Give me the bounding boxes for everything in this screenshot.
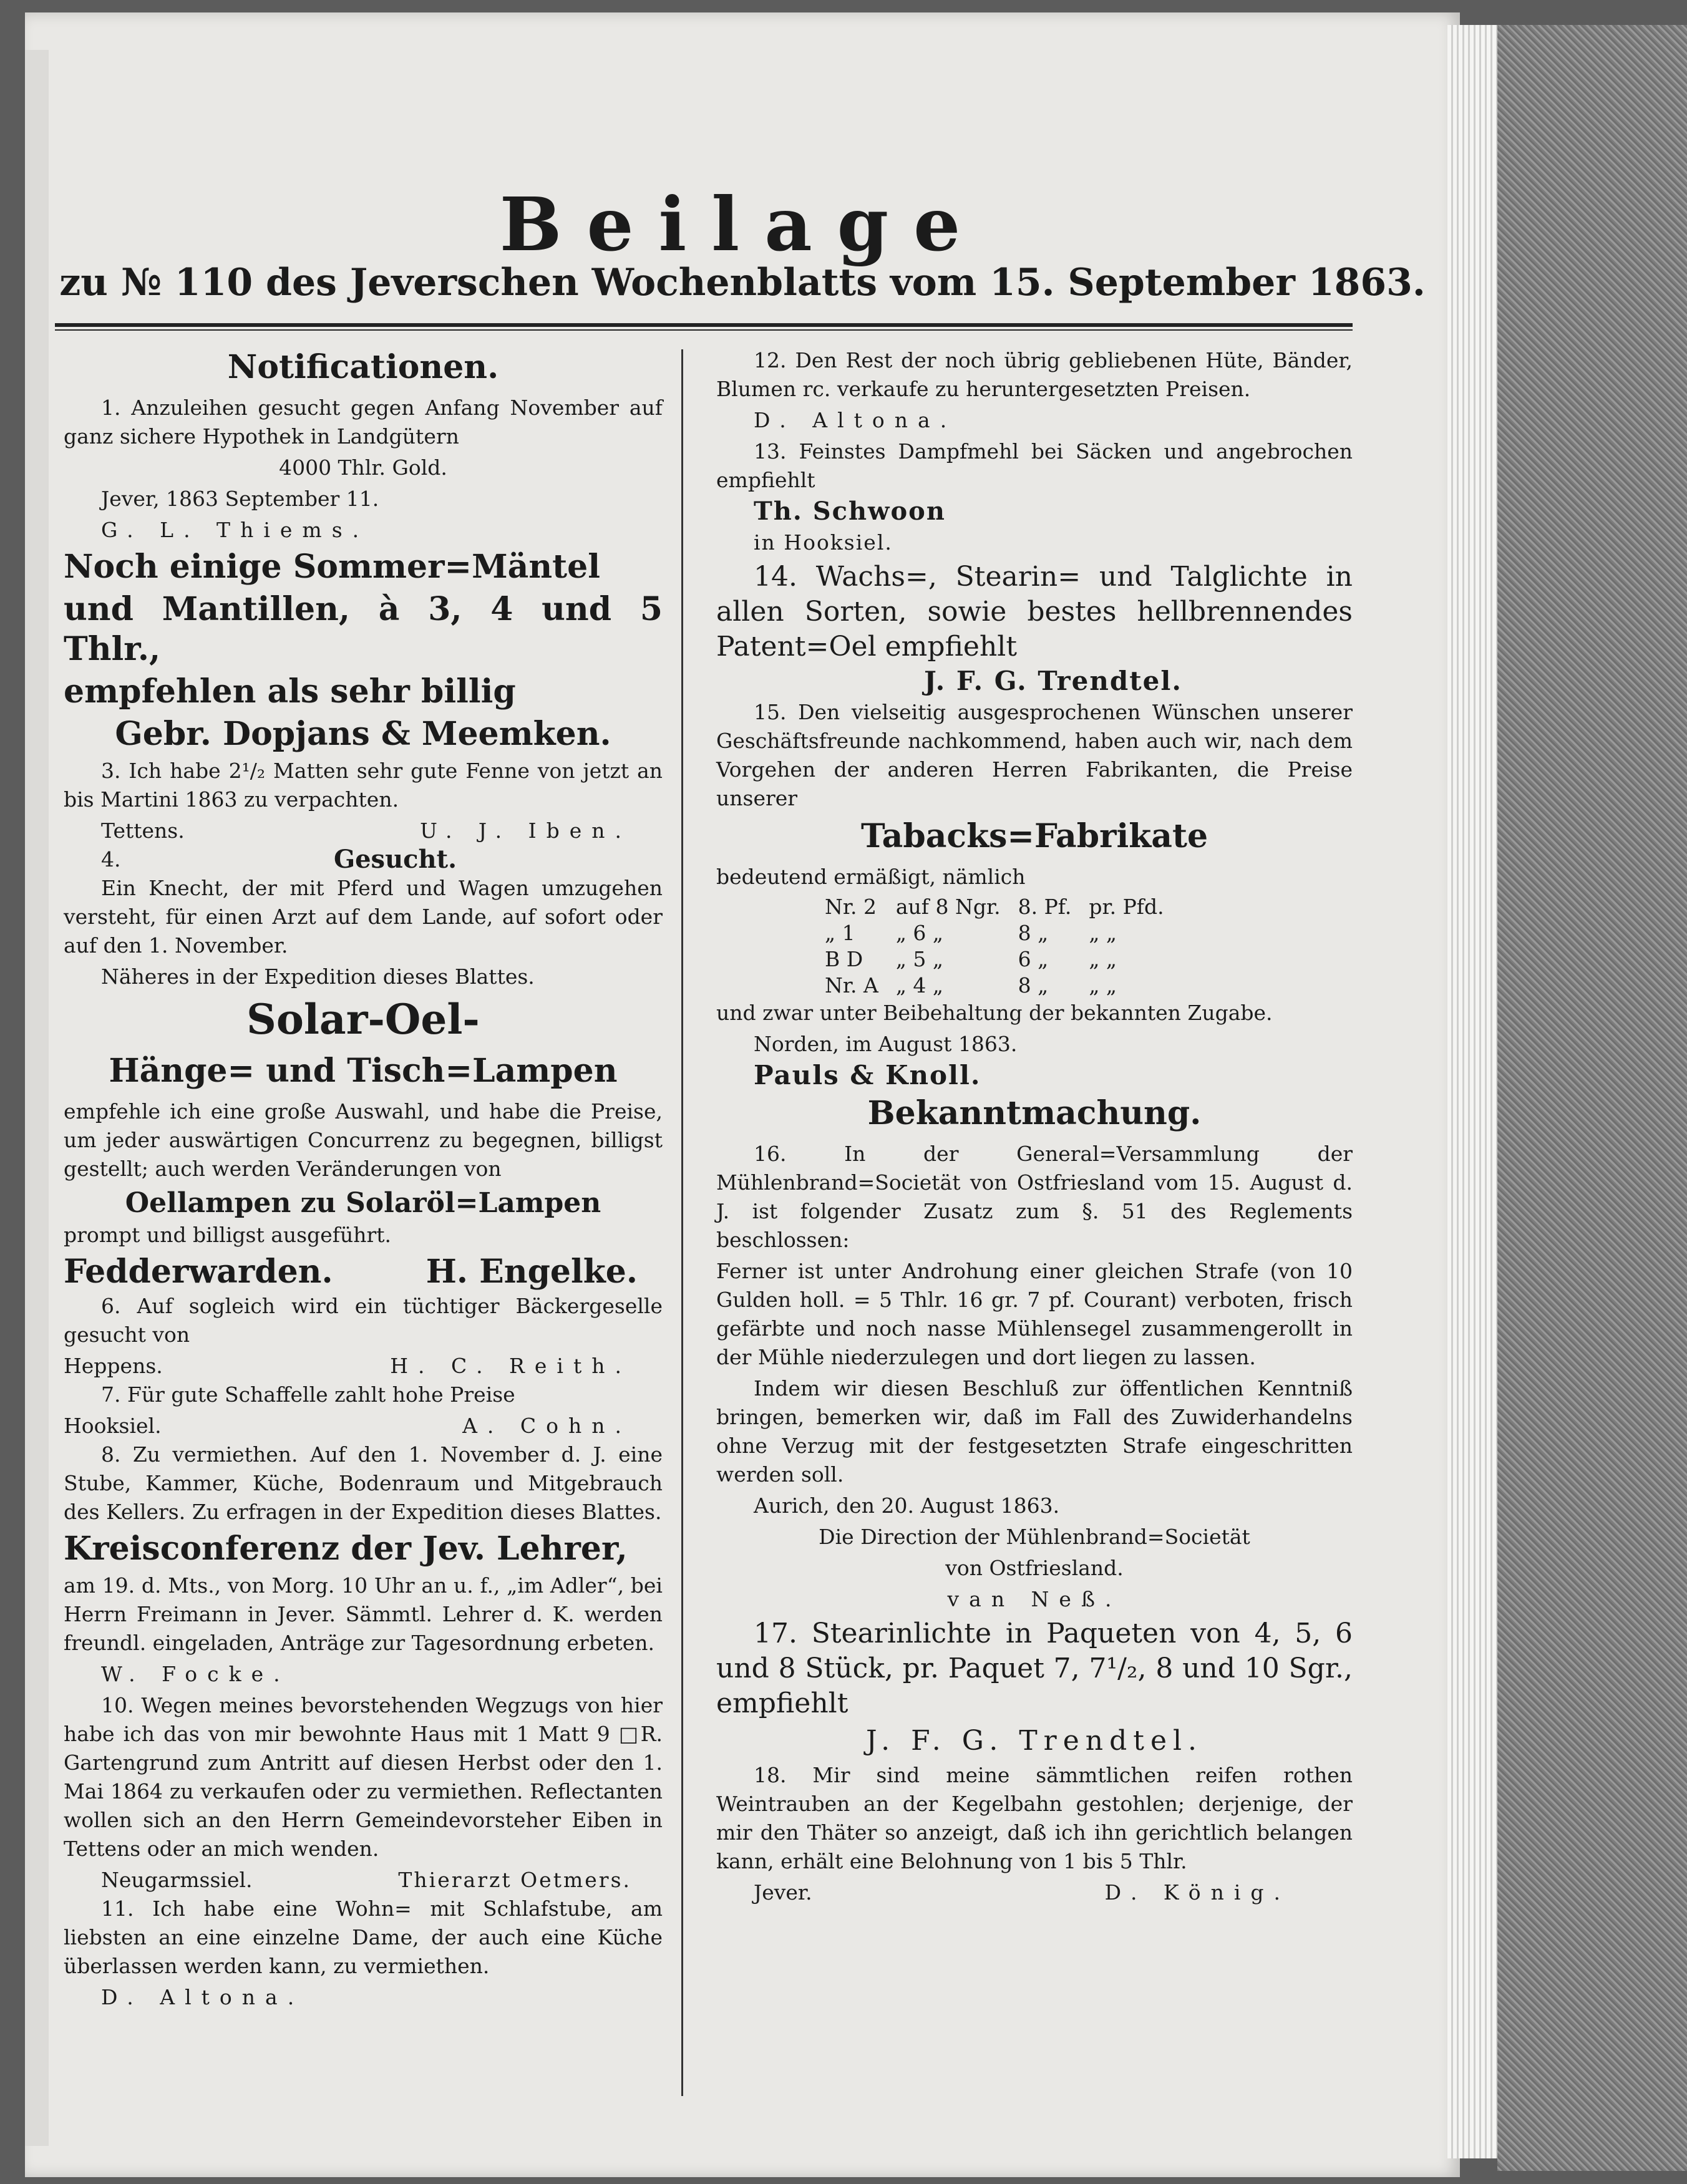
notice-16-text-2: Indem wir diesen Beschluß zur öffentlichen Kenntniß bringen, bemerken wir, daß im Fall des Zuwiderhandelns ohne Verzug mit der festgesetzten Strafe eingeschritten werden soll. (716, 1376, 1353, 1487)
notice-4-number: 4. (101, 847, 121, 871)
notice-10-text: 10. Wegen meines bevorstehenden Wegzugs von hier habe ich das von mir bewohnte Haus mit 1 Matt 9 □R. Gartengrund zum Antritt auf diesen Herbst oder den 1. Mai 1864 zu verkaufen oder zu vermiethen. Reflectanten wollen sich an den Herrn Gemeindevorsteher Eiben in Tettens oder an mich wenden. (64, 1693, 663, 1861)
ad-5-subheading: Hänge= und Tisch=Lampen (109, 1052, 618, 1090)
ad-2-line-1: Noch einige Sommer=Mäntel (64, 548, 600, 586)
price-row (816, 946, 1173, 973)
notice-16-signature: van Neß. (947, 1587, 1122, 1611)
section-heading-2: Bekanntmachung. (867, 1094, 1202, 1132)
notice-1-text: 1. Anzuleihen gesucht gegen Anfang November auf ganz sichere Hypothek in Landgütern (64, 396, 663, 449)
notice-16-direction-2: von Ostfriesland. (945, 1556, 1124, 1580)
ad-9-text: am 19. d. Mts., von Morg. 10 Uhr an u. f., „im Adler“, bei Herrn Freimann in Jever. Sämmtl. Lehrer d. K. werden freundl. eingeladen, Anträge zur Tagesordnung erbeten. (64, 1573, 663, 1655)
notice-13-signature: Th. Schwoon (754, 497, 946, 526)
ad-5-subheading-2: Oellampen zu Solaröl=Lampen (125, 1187, 601, 1219)
notice-1-place: Jever, 1863 September 11. (101, 487, 379, 511)
header-rule (55, 323, 1353, 331)
left-column (64, 346, 663, 2014)
page-subtitle: zu № 110 des Jeverschen Wochenblatts vom 15. September 1863. (59, 261, 1426, 304)
right-column (716, 346, 1353, 1907)
book-cover (1497, 25, 1687, 2171)
price-cell: „ „ (1089, 921, 1117, 945)
newspaper-page (25, 12, 1460, 2177)
ad-5-footer (64, 1252, 663, 1292)
ad-9-heading: Kreisconferenz der Jev. Lehrer, (64, 1530, 628, 1568)
price-cell: 8. Pf. (1018, 895, 1072, 919)
notice-10-place: Neugarmssiel. (101, 1868, 253, 1892)
notice-15-text-2: bedeutend ermäßigt, nämlich (716, 865, 1026, 889)
notice-7-footer (64, 1412, 663, 1440)
notice-17-signature: J. F. G. Trendtel. (865, 1725, 1203, 1757)
ad-9-signature: W. Focke. (101, 1662, 290, 1686)
price-cell: „ 1 (825, 921, 855, 945)
ad-5-text: empfehle ich eine große Auswahl, und habe die Preise, um jeder auswärtigen Concurrenz zu begegnen, billigst gestellt; auch werden Veränderungen von (64, 1099, 663, 1181)
ad-5-text-2: prompt und billigst ausgeführt. (64, 1223, 391, 1247)
notice-11-text: 11. Ich habe eine Wohn= mit Schlafstube, am liebsten an eine einzelne Dame, der auch eine Küche überlassen werden kann, zu vermiethen. (64, 1896, 663, 1978)
price-cell: „ „ (1089, 973, 1117, 997)
ad-2-line-2: und Mantillen, à 3, 4 und 5 Thlr., (64, 590, 663, 668)
page-title: Beilage (499, 181, 986, 268)
notice-1-amount: 4000 Thlr. Gold. (279, 455, 447, 480)
notice-14-signature: J. F. G. Trendtel. (924, 666, 1182, 696)
price-cell: Nr. 2 (825, 895, 877, 919)
price-cell: „ 6 „ (895, 921, 944, 945)
notice-12-text: 12. Den Rest der noch übrig gebliebenen Hüte, Bänder, Blumen rc. verkaufe zu heruntergesetzten Preisen. (716, 348, 1353, 401)
notice-18-place: Jever. (754, 1880, 812, 1905)
notice-14-text: 14. Wachs=, Stearin= und Talglichte in allen Sorten, sowie bestes hellbrennendes Patent=Oel empfiehlt (716, 561, 1353, 662)
ad-5-heading: Solar-Oel- (246, 995, 480, 1044)
price-row (816, 973, 1173, 999)
price-cell: auf 8 Ngr. (895, 895, 1001, 919)
column-divider (681, 349, 683, 2096)
price-cell: 8 „ (1018, 973, 1049, 997)
notice-18-footer (716, 1878, 1353, 1907)
notice-3-signature: U. J. Iben. (420, 818, 631, 843)
notice-7-signature: A. Cohn. (462, 1414, 631, 1438)
price-table (816, 894, 1173, 999)
notice-4-heading: Gesucht. (333, 845, 457, 874)
price-cell: 6 „ (1018, 947, 1049, 971)
notice-4-text: Ein Knecht, der mit Pferd und Wagen umzugehen versteht, für einen Arzt auf dem Lande, auf sofort oder auf den 1. November. (64, 876, 663, 958)
price-cell: „ 5 „ (895, 947, 944, 971)
notice-16-place: Aurich, den 20. August 1863. (754, 1493, 1060, 1518)
notice-6-place: Heppens. (64, 1354, 163, 1378)
notice-11-signature: D. Altona. (101, 1985, 304, 2009)
notice-13-text: 13. Feinstes Dampfmehl bei Säcken und angebrochen empfiehlt (716, 439, 1353, 492)
notice-6-text: 6. Auf sogleich wird ein tüchtiger Bäckergeselle gesucht von (64, 1294, 663, 1347)
price-cell: „ „ (1089, 947, 1117, 971)
ad-5-place: Fedderwarden. (64, 1253, 333, 1291)
notice-6-signature: H. C. Reith. (390, 1354, 631, 1378)
notice-15-signature: Pauls & Knoll. (754, 1060, 981, 1090)
notice-18-text: 18. Mir sind meine sämmtlichen reifen rothen Weintrauben an der Kegelbahn gestohlen; derjenige, der mir den Thäter so anzeigt, daß ich ihn gerichtlich belangen kann, erhält eine Belohnung von 1 bis 5 Thlr. (716, 1763, 1353, 1873)
notice-10-signature: Thierarzt Oetmers. (398, 1868, 631, 1892)
notice-17-text: 17. Stearinlichte in Paqueten von 4, 5, 6 und 8 Stück, pr. Paquet 7, 7¹/₂, 8 und 10 Sgr., empfiehlt (716, 1618, 1353, 1719)
price-cell: B D (825, 947, 863, 971)
notice-4-header (64, 845, 663, 874)
notice-12-signature: D. Altona. (754, 408, 957, 432)
notice-3-text: 3. Ich habe 2¹/₂ Matten sehr gute Fenne von jetzt an bis Martini 1863 zu verpachten. (64, 759, 663, 812)
price-cell: 8 „ (1018, 921, 1049, 945)
notice-15-text: 15. Den vielseitig ausgesprochenen Wünschen unserer Geschäftsfreunde nachkommend, haben auch wir, nach dem Vorgehen der anderen Herren Fabrikanten, die Preise unserer (716, 700, 1353, 810)
notice-16-direction-1: Die Direction der Mühlenbrand=Societät (819, 1525, 1250, 1549)
ad-5-firm: H. Engelke. (425, 1253, 638, 1291)
notice-3-footer (64, 817, 663, 845)
notice-15-place: Norden, im August 1863. (754, 1032, 1018, 1056)
notice-13-place: in Hooksiel. (754, 530, 893, 555)
notice-7-text: 7. Für gute Schaffelle zahlt hohe Preise (101, 1382, 515, 1407)
price-row (816, 894, 1173, 920)
ad-2-firm: Gebr. Dopjans & Meemken. (115, 715, 611, 753)
section-heading: Notificationen. (227, 348, 499, 386)
notice-16-text: 16. In der General=Versammlung der Mühlenbrand=Societät von Ostfriesland vom 15. August d. J. ist folgender Zusatz zum §. 51 des Reglements beschlossen: (716, 1142, 1353, 1252)
notice-16-quote: Ferner ist unter Androhung einer gleichen Strafe (von 10 Gulden holl. = 5 Thlr. 16 gr. 7 pf. Courant) verboten, frisch gefärbte und noch nasse Mühlensegel zusammengerollt in der Mühle niederzulegen und dort liegen zu lassen. (716, 1259, 1353, 1369)
notice-10-footer (64, 1866, 663, 1895)
price-cell: „ 4 „ (895, 973, 944, 997)
notice-4-note: Näheres in der Expedition dieses Blattes. (101, 964, 535, 989)
notice-6-footer (64, 1352, 663, 1381)
notice-15-text-3: und zwar unter Beibehaltung der bekannten Zugabe. (716, 1001, 1273, 1025)
notice-18-signature: D. König. (1104, 1880, 1290, 1905)
notice-3-place: Tettens. (101, 818, 185, 843)
ad-2-line-3: empfehlen als sehr billig (64, 672, 516, 711)
price-cell: Nr. A (825, 973, 878, 997)
notice-15-heading: Tabacks=Fabrikate (860, 817, 1208, 855)
notice-8-text: 8. Zu vermiethen. Auf den 1. November d. J. eine Stube, Kammer, Küche, Bodenraum und Mitgebrauch des Kellers. Zu erfragen in der Expedition dieses Blattes. (64, 1442, 663, 1524)
notice-1-signature: G. L. Thiems. (101, 518, 369, 542)
left-page-strip (25, 50, 49, 2146)
price-cell: pr. Pfd. (1089, 895, 1164, 919)
notice-7-place: Hooksiel. (64, 1414, 162, 1438)
price-row (816, 920, 1173, 946)
